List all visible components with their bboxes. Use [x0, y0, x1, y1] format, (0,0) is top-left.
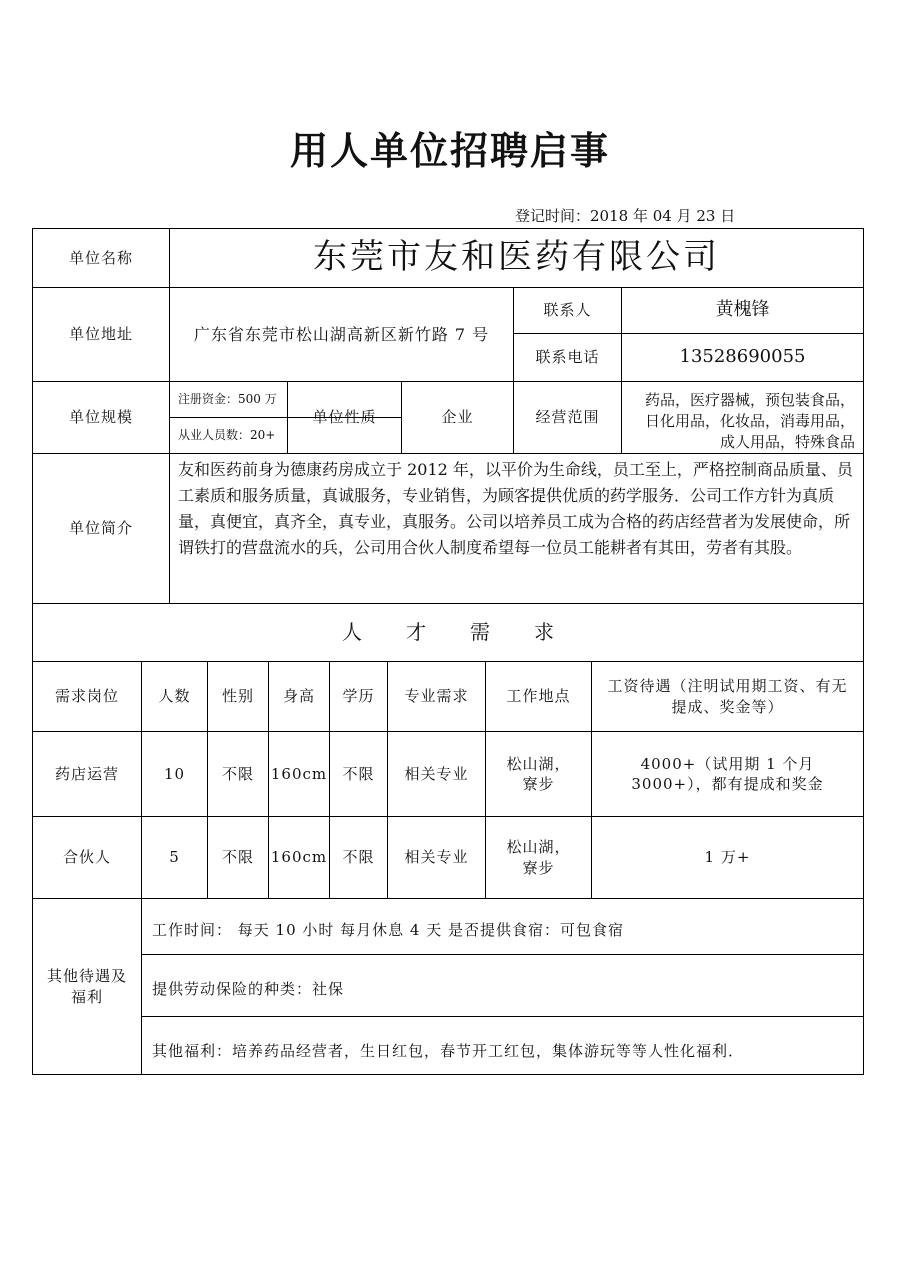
recruitment-form: [32, 228, 864, 1075]
cell-height: 160cm: [270, 764, 328, 783]
row-divider: [33, 898, 863, 899]
contact-label: 联系人: [543, 301, 592, 320]
header-position: 需求岗位: [54, 687, 119, 706]
header-major: 专业需求: [404, 687, 469, 706]
cell-position: 药店运营: [54, 764, 119, 783]
header-height: 身高: [282, 687, 315, 706]
scope-label: 经营范围: [535, 408, 600, 427]
intro-label: 单位简介: [68, 519, 133, 538]
cell-location: 松山湖，寮步: [506, 838, 571, 877]
work-time: 工作时间： 每天 10 小时 每月休息 4 天 是否提供食宿：可包食宿: [152, 921, 625, 940]
employee-count: 从业人员数：20+: [178, 428, 276, 443]
scope-line: 药品，医疗器械，预包装食品，: [644, 391, 855, 409]
cell-education: 不限: [342, 848, 375, 867]
cell-salary: 4000+（试用期 1 个月 3000+），都有提成和奖金: [631, 754, 824, 793]
cell-education: 不限: [342, 764, 375, 783]
address-label: 单位地址: [68, 325, 133, 344]
phone-value: 13528690055: [679, 346, 806, 368]
other-benefits: 其他福利：培养药品经营者，生日红包，春节开工红包，集体游玩等等人性化福利．: [152, 1041, 745, 1060]
header-count: 人数: [158, 687, 191, 706]
benefits-label: 其他待遇及福利: [47, 967, 128, 1006]
cell-gender: 不限: [221, 848, 254, 867]
cell-count: 5: [169, 848, 180, 867]
company-intro: 友和医药前身为德康药房成立于 2012 年，以平价为生命线，员工至上，严格控制商品质量、员工素质和服务质量，真诚服务，专业销售，为顾客提供优质的药学服务．公司工作方针为真质量，真便宜，真齐全，真专业，真服务。公司以培养员工成为合格的药店经营者为发展使命，所谓铁打的营盘流水的兵，公司用合伙人制度希望每一位员工能耕者有其田，劳者有其股。: [178, 460, 853, 557]
page-title: 用人单位招聘启事: [289, 129, 610, 173]
business-scope: [622, 382, 863, 453]
header-education: 学历: [342, 687, 375, 706]
header-salary: 工资待遇（注明试用期工资、有无提成、奖金等）: [607, 677, 848, 716]
nature-label: 单位性质: [312, 408, 377, 427]
row-divider: [141, 1016, 863, 1017]
company-name-label: 单位名称: [68, 248, 133, 267]
nature-value: 企业: [441, 408, 474, 427]
talent-demand-title: 人才需求: [342, 620, 598, 644]
cell-salary: 1 万+: [704, 848, 751, 867]
registration-date: 登记时间：2018 年 04 月 23 日: [515, 207, 736, 225]
cell-position: 合伙人: [62, 848, 111, 867]
registered-capital: 注册资金：500 万: [178, 392, 277, 407]
company-name: 东莞市友和医药有限公司: [313, 237, 720, 278]
cell-gender: 不限: [221, 764, 254, 783]
cell-count: 10: [163, 764, 186, 783]
scope-line: 成人用品，特殊食品: [719, 433, 855, 451]
header-location: 工作地点: [506, 687, 571, 706]
cell-height: 160cm: [270, 848, 328, 867]
scale-label: 单位规模: [68, 408, 133, 427]
address-value: 广东省东莞市松山湖高新区新竹路 7 号: [193, 324, 490, 344]
cell-major: 相关专业: [404, 848, 469, 867]
header-gender: 性别: [221, 687, 254, 706]
insurance: 提供劳动保险的种类：社保: [152, 979, 345, 998]
cell-major: 相关专业: [404, 764, 469, 783]
row-divider: [141, 954, 863, 955]
phone-label: 联系电话: [535, 348, 600, 367]
scope-line: 日化用品，化妆品，消毒用品，: [644, 412, 855, 430]
cell-location: 松山湖，寮步: [506, 754, 571, 793]
contact-value: 黄槐锋: [715, 299, 770, 321]
